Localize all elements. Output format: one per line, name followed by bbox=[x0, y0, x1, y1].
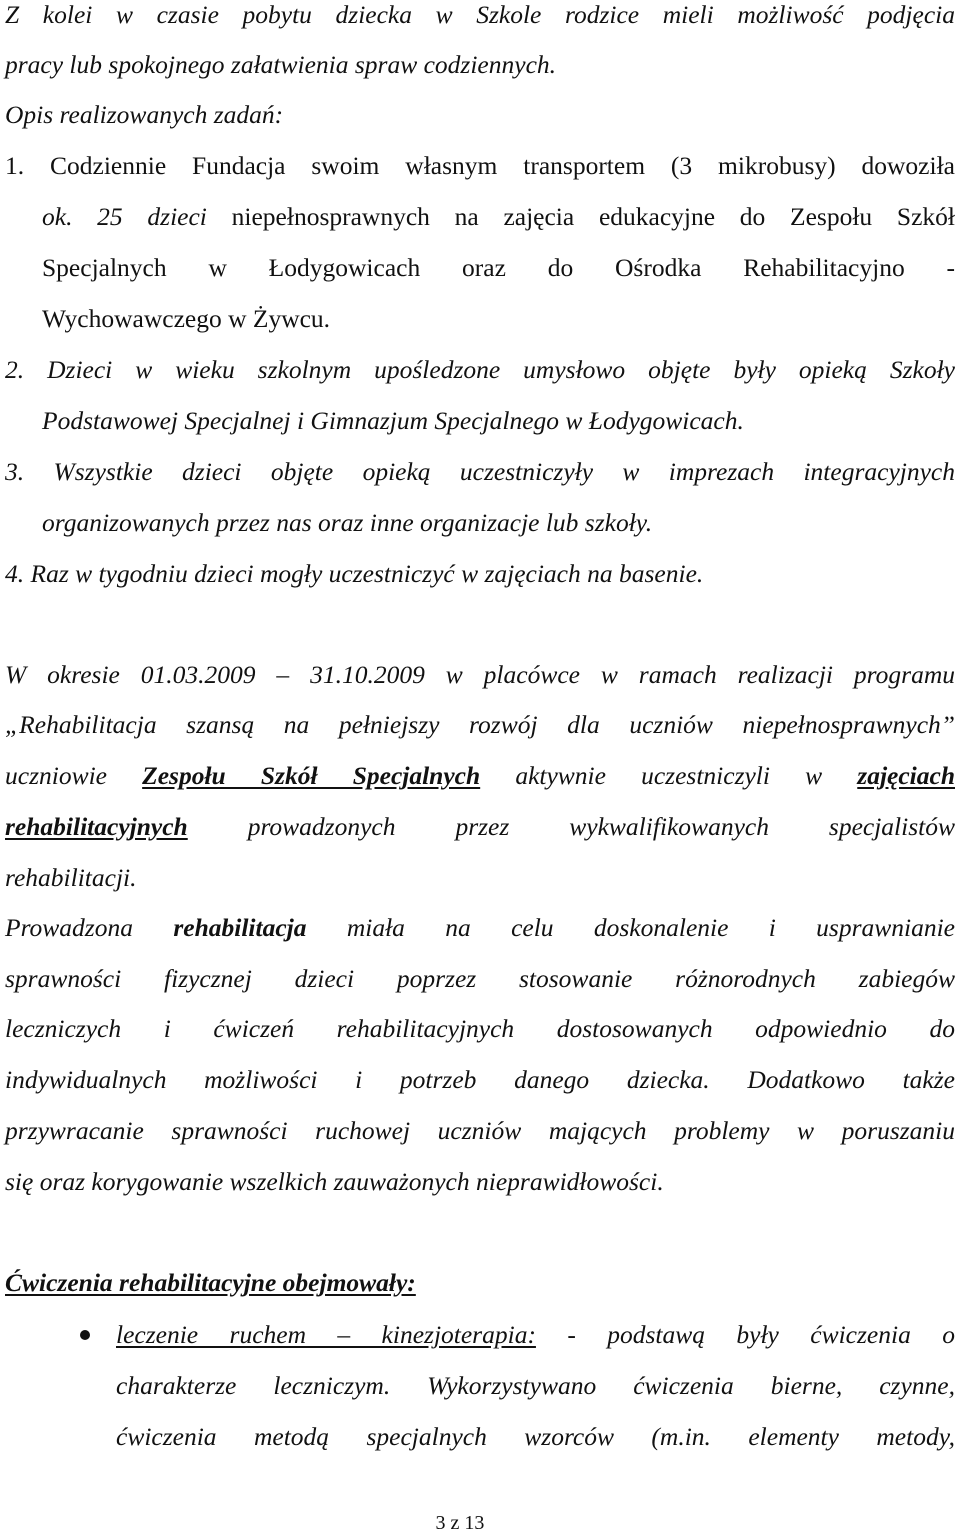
task-1-text: niepełnosprawnych na zajęcia edukacyjne do Zespołu Szkół bbox=[206, 202, 955, 231]
classes-word: zajęciach bbox=[857, 761, 955, 790]
period-line-5: rehabilitacji. bbox=[5, 863, 137, 892]
rehab-line-6: się oraz korygowanie wszelkich zauważonych nieprawidłowości. bbox=[5, 1167, 664, 1196]
task-1-line-3: Specjalnych w Łodygowicach oraz do Ośrodka Rehabilitacyjno - bbox=[42, 253, 955, 282]
period-text-c: aktywnie uczestniczyli w bbox=[480, 761, 858, 790]
period-text-a: uczniowie bbox=[5, 761, 143, 790]
period-line-3 bbox=[5, 761, 955, 791]
rehab-line-1 bbox=[5, 913, 955, 943]
bullet-1-line-1 bbox=[116, 1320, 955, 1350]
task-3-line-1: 3. Wszystkie dzieci objęte opieką uczestniczyły w imprezach integracyjnych bbox=[5, 457, 955, 486]
rehab-line-2: sprawności fizycznej dzieci poprzez stosowanie różnorodnych zabiegów bbox=[5, 964, 955, 993]
intro-line-1: Z kolei w czasie pobytu dziecka w Szkole rodzice mieli możliwość podjęcia bbox=[5, 0, 955, 29]
rehab-text-c: miała na celu doskonalenie i usprawnianie bbox=[306, 913, 955, 942]
rehab-classes-word: rehabilitacyjnych bbox=[5, 812, 188, 841]
rehab-line-4: indywidualnych możliwości i potrzeb danego dziecka. Dodatkowo także bbox=[5, 1065, 955, 1094]
task-1-count: ok. 25 dzieci bbox=[42, 202, 207, 231]
bullet-icon bbox=[80, 1330, 90, 1340]
bullet-1-line-2: charakterze leczniczym. Wykorzystywano ćwiczenia bierne, czynne, bbox=[116, 1371, 955, 1400]
tasks-heading: Opis realizowanych zadań: bbox=[5, 100, 284, 129]
kinesiotherapy-term: leczenie ruchem – kinezjoterapia: bbox=[116, 1320, 536, 1349]
task-4-line-1: 4. Raz w tygodniu dzieci mogły uczestniczyć w zajęciach na basenie. bbox=[5, 559, 704, 588]
school-name: Zespołu Szkół Specjalnych bbox=[142, 761, 481, 790]
period-line-2: „Rehabilitacja szansą na pełniejszy rozwój dla uczniów niepełnosprawnych” bbox=[5, 710, 955, 739]
exercises-heading-text: Ćwiczenia rehabilitacyjne obejmowały: bbox=[5, 1268, 416, 1297]
rehab-bold-word: rehabilitacja bbox=[173, 913, 307, 942]
task-1-line-1: 1. Codziennie Fundacja swoim własnym transportem (3 mikrobusy) dowoziła bbox=[5, 151, 955, 180]
bullet-1-line-3: ćwiczenia metodą specjalnych wzorców (m.in. elementy metody, bbox=[116, 1422, 955, 1451]
task-1-line-4: Wychowawczego w Żywcu. bbox=[42, 304, 331, 333]
task-2-line-1: 2. Dzieci w wieku szkolnym upośledzone umysłowo objęte były opieką Szkoły bbox=[5, 355, 955, 384]
exercises-heading bbox=[5, 1268, 416, 1298]
rehab-text-a: Prowadzona bbox=[5, 913, 174, 942]
intro-line-2: pracy lub spokojnego załatwienia spraw codziennych. bbox=[5, 50, 557, 79]
period-text-e: prowadzonych przez wykwalifikowanych specjalistów bbox=[187, 812, 955, 841]
task-2-line-2: Podstawowej Specjalnej i Gimnazjum Specjalnego w Łodygowicach. bbox=[42, 406, 744, 435]
task-3-line-2: organizowanych przez nas oraz inne organizacje lub szkoły. bbox=[42, 508, 653, 537]
period-line-1: W okresie 01.03.2009 – 31.10.2009 w placówce w ramach realizacji programu bbox=[5, 660, 955, 689]
rehab-line-5: przywracanie sprawności ruchowej uczniów mających problemy w poruszaniu bbox=[5, 1116, 955, 1145]
task-1-line-2 bbox=[42, 202, 955, 232]
bullet-1-text: - podstawą były ćwiczenia o bbox=[535, 1320, 955, 1349]
page-number: 3 z 13 bbox=[435, 1512, 485, 1534]
period-line-4 bbox=[5, 812, 955, 842]
rehab-line-3: leczniczych i ćwiczeń rehabilitacyjnych dostosowanych odpowiednio do bbox=[5, 1014, 955, 1043]
